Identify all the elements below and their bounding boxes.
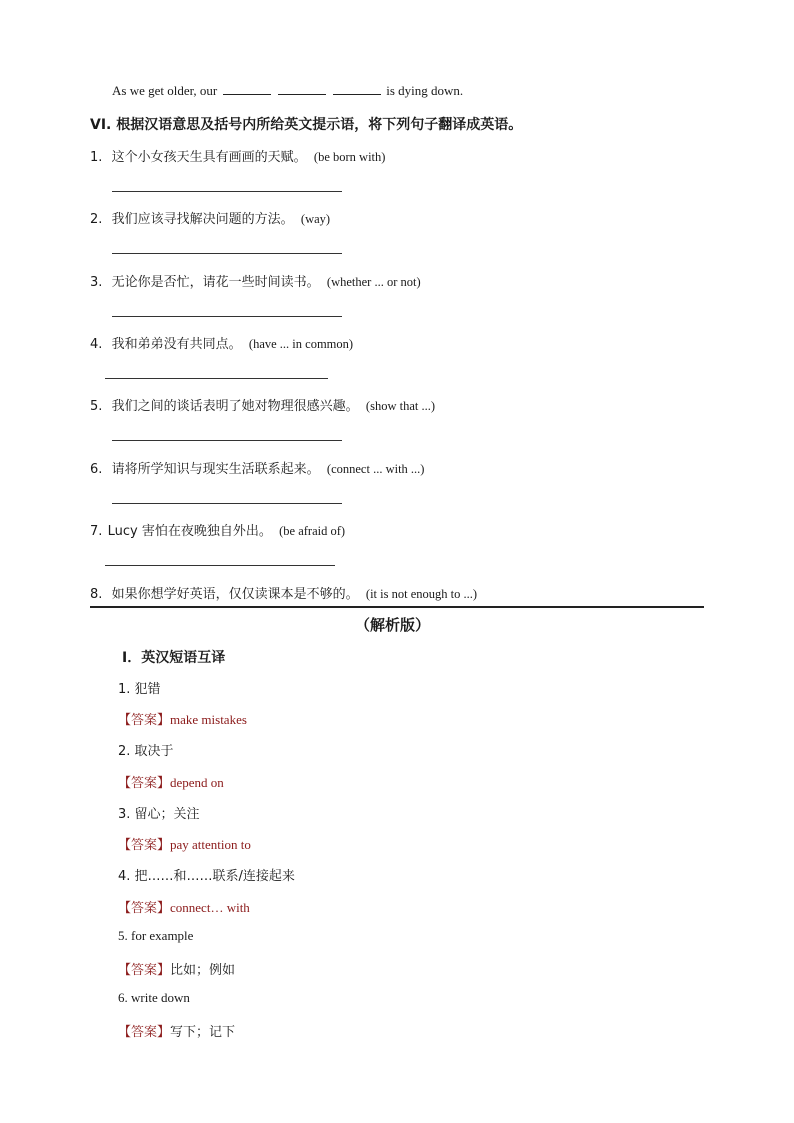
answer-question-4: 4. 把……和……联系/连接起来 (118, 869, 295, 884)
fill-sentence (112, 83, 463, 99)
answer-row-3 (118, 834, 251, 853)
answer-question-6: 6. write down (118, 990, 190, 1005)
fill-sentence-prefix: As we get older, our (112, 83, 218, 98)
question-number: 8. (90, 587, 103, 602)
question-5 (90, 395, 435, 414)
question-text: 我和弟弟没有共同点。 (111, 337, 242, 352)
answer-text: 写下；记下 (170, 1025, 236, 1040)
question-6 (90, 458, 424, 477)
question-text: 我们之间的谈话表明了她对物理很感兴趣。 (111, 399, 359, 414)
question-hint: (connect ... with ...) (326, 462, 425, 476)
blank-3[interactable] (333, 83, 381, 95)
answer-question-2: 2. 取决于 (118, 744, 174, 759)
question-text: 无论你是否忙，请花一些时间读书。 (111, 275, 320, 290)
answer-line-3[interactable] (112, 316, 342, 317)
answer-version-title: （解析版） (355, 616, 431, 634)
answer-label: 【答案】 (118, 776, 171, 791)
answer-label: 【答案】 (118, 713, 171, 728)
question-8 (90, 583, 477, 602)
question-number: 3. (90, 275, 103, 290)
question-number: 5. (90, 399, 103, 414)
question-number: 1. (90, 150, 103, 165)
question-hint: (have ... in common) (248, 337, 354, 351)
question-number: 7. (90, 524, 103, 539)
answer-row-5 (118, 959, 235, 978)
section-divider (90, 606, 704, 608)
answer-label: 【答案】 (118, 963, 171, 978)
question-number: 4. (90, 337, 103, 352)
answer-label: 【答案】 (118, 901, 171, 916)
question-text: Lucy 害怕在夜晚独自外出。 (107, 524, 272, 539)
blank-2[interactable] (278, 83, 326, 95)
question-hint: (whether ... or not) (326, 275, 421, 289)
answer-line-7[interactable] (105, 565, 335, 566)
question-text: 这个小女孩天生具有画画的天赋。 (111, 150, 307, 165)
answer-text: pay attention to (170, 837, 251, 852)
question-7 (90, 520, 345, 539)
question-number: 2. (90, 212, 103, 227)
answer-question-1: 1. 犯错 (118, 682, 161, 697)
question-text: 我们应该寻找解决问题的方法。 (111, 212, 294, 227)
question-2 (90, 208, 330, 227)
question-number: 6. (90, 462, 103, 477)
question-hint: (be afraid of) (279, 524, 346, 538)
answer-row-1 (118, 709, 247, 728)
answer-line-2[interactable] (112, 253, 342, 254)
answer-line-6[interactable] (112, 503, 342, 504)
question-hint: (it is not enough to ...) (365, 587, 478, 601)
answer-line-1[interactable] (112, 191, 342, 192)
question-hint: (show that ...) (365, 399, 436, 413)
answer-question-5: 5. for example (118, 928, 194, 943)
answer-label: 【答案】 (118, 1025, 171, 1040)
question-text: 请将所学知识与现实生活联系起来。 (111, 462, 320, 477)
answer-label: 【答案】 (118, 838, 171, 853)
answer-section-heading: I．英汉短语互译 (122, 650, 226, 666)
answer-question-3: 3. 留心；关注 (118, 807, 200, 822)
answer-row-2 (118, 772, 224, 791)
question-hint: (way) (300, 212, 331, 226)
answer-row-4 (118, 897, 250, 916)
answer-text: make mistakes (170, 712, 247, 727)
question-4 (90, 333, 353, 352)
answer-text: depend on (170, 775, 224, 790)
blank-1[interactable] (223, 83, 271, 95)
question-hint: (be born with) (313, 150, 386, 164)
fill-sentence-suffix: is dying down. (386, 83, 464, 98)
answer-line-4[interactable] (105, 378, 328, 379)
answer-text: 比如；例如 (170, 963, 236, 978)
answer-row-6 (118, 1021, 235, 1040)
question-text: 如果你想学好英语，仅仅读课本是不够的。 (111, 587, 359, 602)
answer-text: connect… with (170, 900, 250, 915)
answer-line-5[interactable] (112, 440, 342, 441)
question-1 (90, 146, 385, 165)
section-6-title: VI. 根据汉语意思及括号内所给英文提示语，将下列句子翻译成英语。 (90, 117, 523, 133)
question-3 (90, 271, 421, 290)
